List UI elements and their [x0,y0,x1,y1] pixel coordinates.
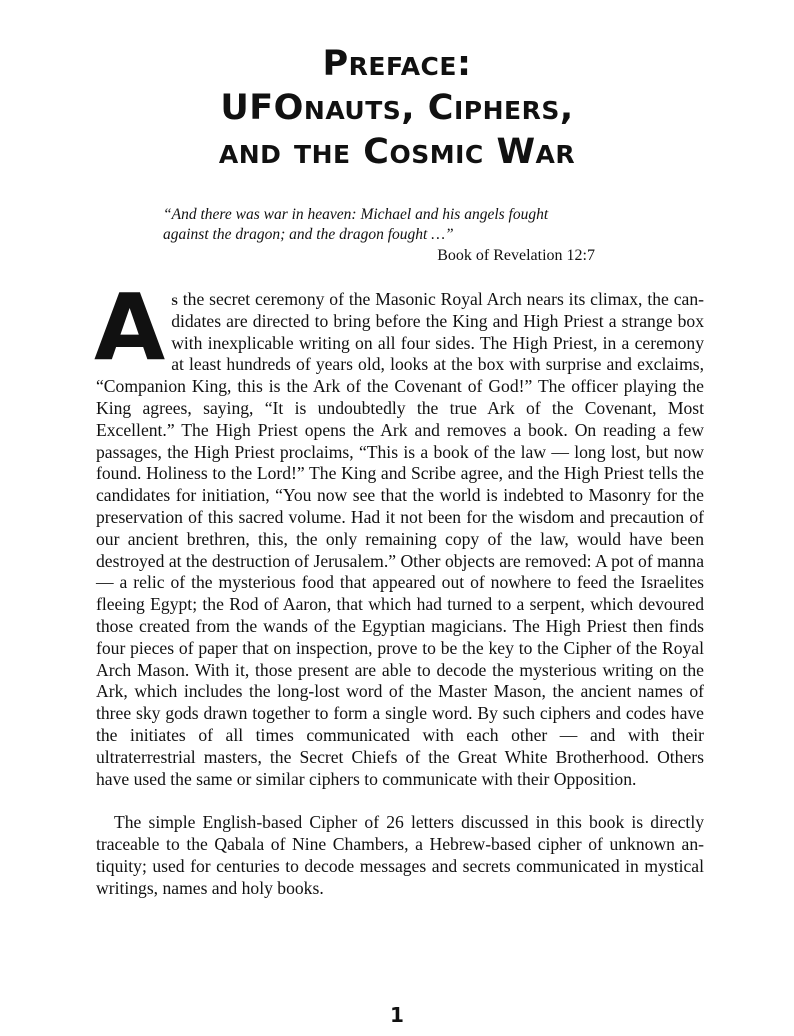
page-number: 1 [390,1003,404,1027]
paragraph-1-text: the secret ceremony of the Masonic Royal Arch nears its climax, the candidates are directed to bring before the King and High Priest a strange box with inexplicable writing on all four sides. The High Priest, in a ceremony at least hundreds of years old, looks at the box with surprise and exclaims, “Companion King, this is the Ark of the Covenant of God!” The officer playing the King agrees, saying, “It is undoubtedly the true Ark of the Covenant, Most Excellent.” The High Priest opens the Ark and removes a book. On reading a few passages, the High Priest proclaims, “This is a book of the law — long lost, but now found. Holiness to the Lord!” The King and Scribe agree, and the High Priest tells the candidates for initiation, “You now see that the world is indebted to Masonry for the preservation of this sacred volume. Had it not been for the wisdom and precaution of our ancient brethren, this, the only remaining copy of the law, would have been destroyed at the destruction of Jerusalem.” Other objects are removed: A pot of manna — a relic of the mysterious food that appeared out of nowhere to feed the Israelites fleeing Egypt; the Rod of Aaron, that which had turned to a serpent, which devoured those created from the wands of the Egyptian magicians. The High Priest then finds four pieces of paper that on inspection, prove to be the key to the Cipher of the Royal Arch Mason. With it, those present are able to decode the mysterious writing on the Ark, which includes the long-lost word of the Master Mason, the ancient names of three sky gods drawn together to form a single word. By such ciphers and codes have the initiates of all times communicated with each other — and with their ultraterrestrial masters, the Secret Chiefs of the Great White Brotherhood. Others have used the same or similar ciphers to communicate with their Opposition. [96,289,704,789]
epigraph [163,205,595,266]
epigraph-quote: “And there was war in heaven: Michael and his angels fought against the dragon; and the dragon fought …” [163,206,549,243]
paragraph-1 [94,274,704,790]
lead-in: s [171,289,178,309]
drop-cap: A [94,274,166,381]
chapter-title-line-3: and the Cosmic War [218,132,576,172]
chapter-title-line-2: UFOnauts, Ciphers, [220,88,574,128]
chapter-title [0,42,794,174]
paragraph-2: The simple English-based Cipher of 26 letters discussed in this book is directly traceable to the Qabala of Nine Chambers, a Hebrew-based cipher of unknown antiquity; used for centuries to decode messages and secrets communicated in mystical writings, names and holy books. [96,812,704,898]
body-text [94,274,704,900]
epigraph-citation: Book of Revelation 12:7 [437,247,595,264]
chapter-title-line-1: Preface: [322,44,472,84]
